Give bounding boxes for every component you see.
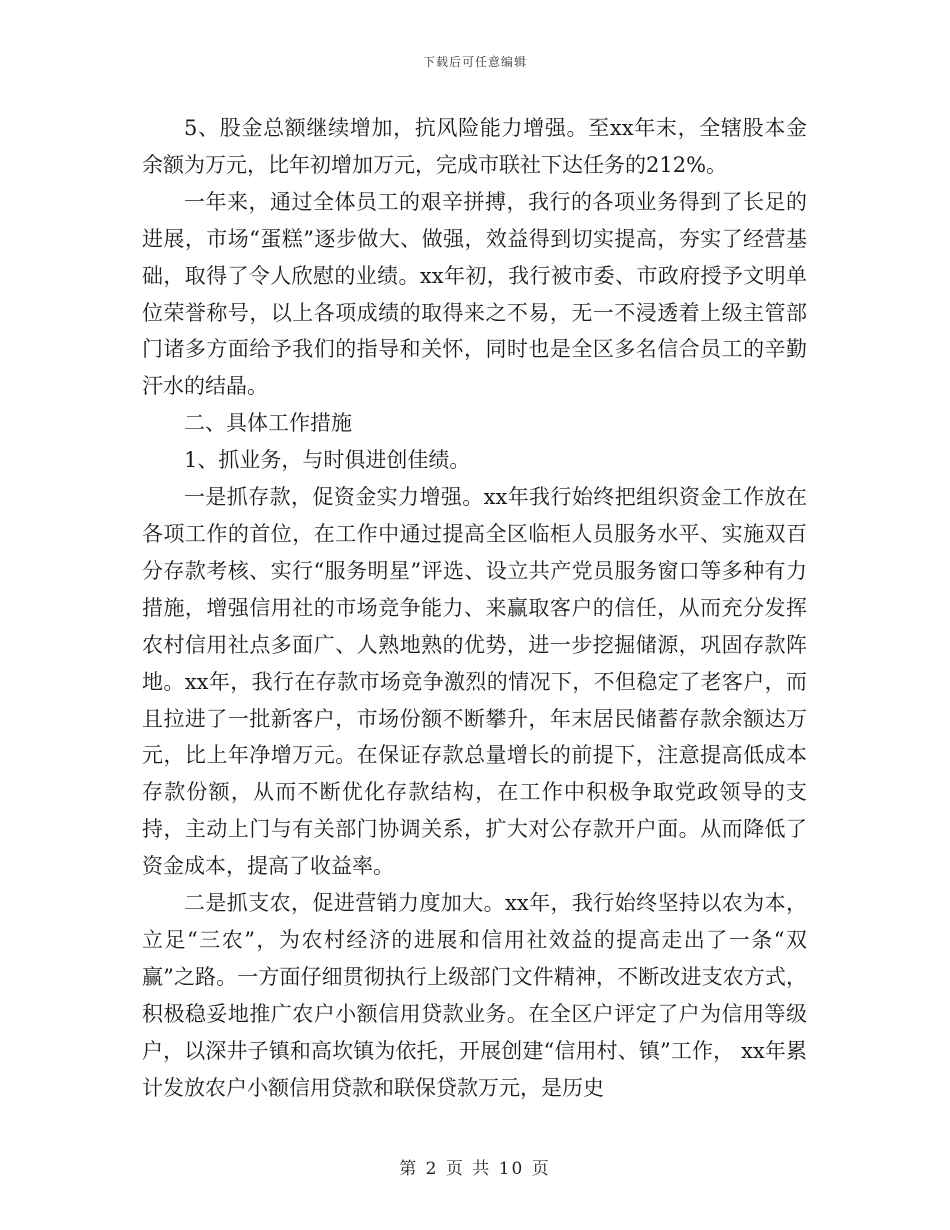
page-header: 下载后可任意编辑 (422, 55, 527, 69)
paragraph-share-capital: 5、股金总额继续增加，抗风险能力增强。至xx年末，全辖股本金余额为万元，比年初增加万元，完成市联社下达任务的212%。 (142, 116, 807, 177)
paragraph-deposits: 一是抓存款，促资金实力增强。xx年我行始终把组织资金工作放在各项工作的首位，在工作中通过提高全区临柜人员服务水平、实施双百分存款考核、实行“服务明星”评选、设立共产党员服务窗口等多种有力措施，增强信用社的市场竞争能力、来赢取客户的信任，从而充分发挥农村信用社点多面广、人熟地熟的优势，进一步挖掘储源，巩固存款阵地。xx年，我行在存款市场竞争激烈的情况下，不但稳定了老客户，而且拉进了一批新客户，市场份额不断攀升，年末居民储蓄存款余额达万元，比上年净增万元。在保证存款总量增长的前提下，注意提高低成本存款份额，从而不断优化存款结构，在工作中积极争取党政领导的支持，主动上门与有关部门协调关系，扩大对公存款开户面。从而降低了资金成本，提高了收益率。 (142, 485, 807, 879)
subsection-heading-business: 1、抓业务，与时俱进创佳绩。 (184, 448, 471, 473)
page-number-footer: 第 2 页 共 10 页 (399, 1159, 551, 1179)
document-body (142, 110, 807, 1106)
section-heading-measures: 二、具体工作措施 (184, 411, 352, 436)
paragraph-year-summary: 一年来，通过全体员工的艰辛拼搏，我行的各项业务得到了长足的进展，市场“蛋糕”逐步做大、做强，效益得到切实提高，夯实了经营基础，取得了令人欣慰的业绩。xx年初，我行被市委、市政府授予文明单位荣誉称号，以上各项成绩的取得来之不易，无一不浸透着上级主管部门诸多方面给予我们的指导和关怀，同时也是全区多名信合员工的辛勤汗水的结晶。 (142, 189, 807, 399)
paragraph-agriculture-support: 二是抓支农，促进营销力度加大。xx年，我行始终坚持以农为本，立足“三农”，为农村经济的进展和信用社效益的提高走出了一条“双赢”之路。一方面仔细贯彻执行上级部门文件精神，不断改进支农方式，积极稳妥地推广农户小额信用贷款业务。在全区户评定了户为信用等级户，以深井子镇和高坎镇为依托，开展创建“信用村、镇”工作， xx年累计发放农户小额信用贷款和联保贷款万元，是历史 (142, 891, 807, 1100)
